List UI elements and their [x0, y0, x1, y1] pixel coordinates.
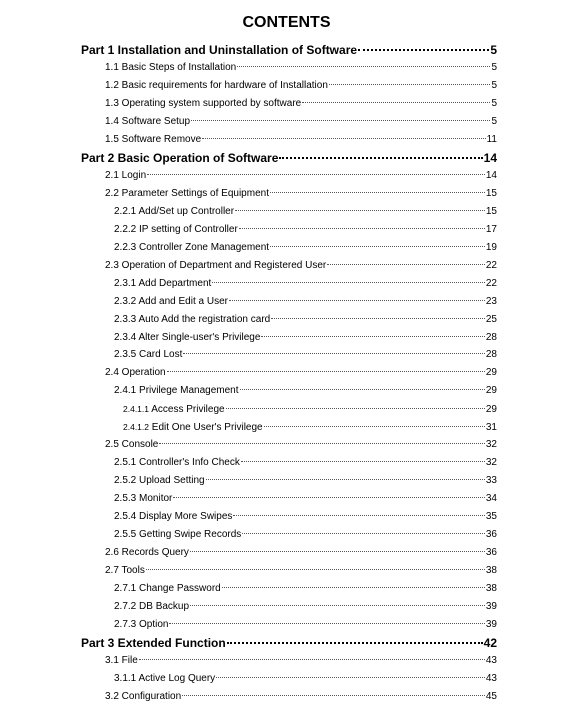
toc-entry-label: 2.3.3 Auto Add the registration card: [114, 314, 271, 325]
toc-entry[interactable]: [114, 276, 497, 292]
toc-entry-label: 2.5.5 Getting Swipe Records: [114, 529, 242, 540]
toc-entry-label: 2.3.4 Alter Single-user's Privilege: [114, 332, 261, 343]
toc-entry-page-number: 39: [485, 601, 497, 612]
toc-entry-title: [114, 276, 211, 292]
toc-entry-label: 2.4 Operation: [105, 367, 166, 378]
toc-entry[interactable]: [81, 635, 497, 651]
dot-leader: [237, 66, 490, 67]
dot-leader: [271, 318, 485, 319]
toc-entry-title: [105, 96, 301, 112]
dot-leader: [182, 695, 485, 696]
toc-entry-label: 2.5.3 Monitor: [114, 493, 173, 504]
dot-leader: [235, 210, 485, 211]
toc-entry-label: 2.3.1 Add Department: [114, 278, 212, 289]
toc-entry-title: [114, 599, 189, 615]
toc-entry-title: [123, 419, 263, 436]
toc-entry[interactable]: [114, 383, 497, 399]
toc-entry[interactable]: [114, 527, 497, 543]
toc-entry[interactable]: [105, 78, 497, 94]
toc-entry-label: 2.5.2 Upload Setting: [114, 475, 205, 486]
toc-entry-title: [81, 635, 226, 651]
toc-entry-page-number: 5: [491, 80, 497, 91]
toc-entry-title: [114, 491, 172, 507]
toc-entry-label: Access Privilege: [149, 404, 225, 415]
toc-entry-title: [105, 114, 190, 130]
dot-leader: [358, 49, 489, 51]
toc-entry[interactable]: [114, 509, 497, 525]
toc-entry[interactable]: [123, 419, 497, 435]
page-title: CONTENTS: [242, 14, 331, 31]
toc-entry-page-number: 28: [485, 332, 497, 343]
toc-entry-page-number: 5: [490, 43, 497, 57]
toc-entry-page-number: 35: [485, 511, 497, 522]
toc-entry-label: 2.2.3 Controller Zone Management: [114, 242, 270, 253]
dot-leader: [169, 623, 484, 624]
toc-entry-label: 2.6 Records Query: [105, 547, 189, 558]
toc-entry[interactable]: [114, 222, 497, 238]
toc-entry-page-number: 32: [485, 439, 497, 450]
toc-entry-title: [105, 168, 146, 184]
toc-entry[interactable]: [105, 132, 497, 148]
toc-entry-label: Part 2 Basic Operation of Software: [81, 151, 279, 165]
dot-leader: [222, 587, 485, 588]
dot-leader: [212, 282, 485, 283]
toc-entry[interactable]: [105, 563, 497, 579]
toc-entry-title: [114, 581, 221, 597]
toc-entry-label: 2.4.1 Privilege Management: [114, 385, 239, 396]
toc-entry-page-number: 39: [485, 619, 497, 630]
toc-entry-label: 1.1 Basic Steps of Installation: [105, 62, 237, 73]
toc-entry-page-number: 43: [485, 673, 497, 684]
toc-entry-label: 2.1 Login: [105, 170, 147, 181]
toc-entry-page-number: 43: [485, 655, 497, 666]
toc-entry[interactable]: [105, 689, 497, 705]
toc-entry[interactable]: [114, 330, 497, 346]
toc-entry-page-number: 15: [485, 188, 497, 199]
toc-entry-label: 2.2 Parameter Settings of Equipment: [105, 188, 269, 199]
toc-entry-title: [114, 330, 260, 346]
dot-leader: [167, 371, 485, 372]
toc-entry-label: 2.7.2 DB Backup: [114, 601, 190, 612]
toc-entry-page-number: 45: [485, 691, 497, 702]
toc-entry-title: [81, 150, 278, 166]
toc-entry[interactable]: [105, 60, 497, 76]
toc-entry-number: 2.4.1.2: [123, 422, 149, 432]
toc-entry-title: [105, 60, 236, 76]
toc-entry-title: [105, 545, 189, 561]
toc-entry-title: [114, 312, 270, 328]
toc-entry[interactable]: [105, 545, 497, 561]
toc-entry-label: 1.4 Software Setup: [105, 116, 191, 127]
toc-entry[interactable]: [123, 401, 497, 417]
toc-entry[interactable]: [114, 491, 497, 507]
dot-leader: [183, 353, 485, 354]
toc-entry-label: 2.2.1 Add/Set up Controller: [114, 206, 235, 217]
dot-leader: [270, 192, 485, 193]
toc-entry-title: [105, 653, 138, 669]
toc-entry-number: 2.4.1.1: [123, 404, 149, 414]
dot-leader: [202, 138, 485, 139]
toc-entry-page-number: 14: [485, 170, 497, 181]
toc-entry[interactable]: [81, 42, 497, 58]
toc-entry-page-number: 38: [485, 583, 497, 594]
toc-entry-title: [114, 240, 269, 256]
toc-entry[interactable]: [114, 473, 497, 489]
toc-entry[interactable]: [114, 617, 497, 633]
toc-entry[interactable]: [105, 653, 497, 669]
dot-leader: [173, 497, 485, 498]
toc-entry-title: [114, 473, 205, 489]
dot-leader: [216, 677, 485, 678]
toc-entry-label: 2.3.2 Add and Edit a User: [114, 296, 228, 307]
toc-entry-page-number: 33: [485, 475, 497, 486]
dot-leader: [240, 389, 485, 390]
toc-entry-title: [114, 509, 232, 525]
toc-entry[interactable]: [114, 347, 497, 363]
toc-entry-title: [105, 689, 181, 705]
toc-entry-title: [105, 563, 145, 579]
toc-entry-title: [81, 42, 357, 58]
toc-entry-label: 1.5 Software Remove: [105, 134, 202, 145]
toc-entry-label: 2.5 Console: [105, 439, 159, 450]
dot-leader: [226, 408, 485, 409]
toc-entry-title: [114, 222, 238, 238]
toc-entry[interactable]: [114, 581, 497, 597]
dot-leader: [241, 461, 485, 462]
toc-entry[interactable]: [114, 204, 497, 220]
toc-entry[interactable]: [81, 150, 497, 166]
toc-entry-page-number: 31: [485, 422, 497, 433]
toc-entry-page-number: 29: [485, 367, 497, 378]
toc-entry-page-number: 17: [485, 224, 497, 235]
toc-entry-page-number: 36: [485, 547, 497, 558]
toc-entry[interactable]: [105, 365, 497, 381]
toc-entry-label: Part 1 Installation and Uninstallation of Software: [81, 43, 358, 57]
dot-leader: [159, 443, 485, 444]
toc-entry-page-number: 22: [485, 278, 497, 289]
dot-leader: [139, 659, 485, 660]
dot-leader: [206, 479, 485, 480]
toc-entry-label: 2.3 Operation of Department and Registered User: [105, 260, 327, 271]
toc-entry-title: [105, 365, 166, 381]
toc-entry-title: [114, 527, 241, 543]
toc-entry-page-number: 14: [483, 151, 497, 165]
dot-leader: [239, 228, 485, 229]
toc-entry-label: 1.3 Operating system supported by software: [105, 98, 302, 109]
toc-entry-label: 2.5.4 Display More Swipes: [114, 511, 233, 522]
dot-leader: [329, 84, 491, 85]
toc-entry-page-number: 42: [483, 636, 497, 650]
dot-leader: [146, 569, 485, 570]
toc-entry-page-number: 25: [485, 314, 497, 325]
dot-leader: [227, 642, 483, 644]
dot-leader: [190, 605, 485, 606]
toc-entry-page-number: 32: [485, 457, 497, 468]
dot-leader: [190, 551, 485, 552]
toc-entry-page-number: 36: [485, 529, 497, 540]
toc-entry-label: 3.2 Configuration: [105, 691, 182, 702]
toc-entry-label: 3.1.1 Active Log Query: [114, 673, 216, 684]
toc-entry-page-number: 5: [491, 98, 497, 109]
toc-entry-label: 2.7.1 Change Password: [114, 583, 221, 594]
toc-entry[interactable]: [105, 437, 497, 453]
toc-entry-label: Part 3 Extended Function: [81, 636, 226, 650]
toc-entry-title: [114, 455, 240, 471]
dot-leader: [327, 264, 485, 265]
toc-entry-page-number: 28: [485, 349, 497, 360]
toc-entry-label: 2.3.5 Card Lost: [114, 349, 183, 360]
dot-leader: [229, 300, 485, 301]
toc-entry-label: Edit One User's Privilege: [149, 422, 263, 433]
dot-leader: [191, 120, 490, 121]
toc-entry[interactable]: [114, 455, 497, 471]
toc-entry-title: [114, 383, 239, 399]
toc-entry-title: [105, 186, 269, 202]
toc-entry[interactable]: [114, 671, 497, 687]
dot-leader: [233, 515, 484, 516]
toc-entry-page-number: 22: [485, 260, 497, 271]
toc-entry-label: 1.2 Basic requirements for hardware of Installation: [105, 80, 328, 91]
dot-leader: [264, 426, 485, 427]
dot-leader: [302, 102, 490, 103]
toc-entry[interactable]: [105, 186, 497, 202]
toc-entry-title: [114, 294, 228, 310]
dot-leader: [261, 336, 484, 337]
toc-entry-page-number: 34: [485, 493, 497, 504]
toc-entry[interactable]: [105, 168, 497, 184]
dot-leader: [147, 174, 485, 175]
toc-entry-title: [105, 132, 201, 148]
dot-leader: [242, 533, 485, 534]
toc-entry-page-number: 23: [485, 296, 497, 307]
toc-entry[interactable]: [105, 114, 497, 130]
toc-entry[interactable]: [105, 258, 497, 274]
toc-entry[interactable]: [105, 96, 497, 112]
toc-entry-title: [105, 437, 158, 453]
toc-entry-page-number: 5: [491, 116, 497, 127]
toc-entry-title: [114, 671, 215, 687]
toc-entry-page-number: 5: [491, 62, 497, 73]
toc-entry-title: [123, 401, 225, 418]
toc-entry-title: [105, 258, 326, 274]
toc-entry-label: 2.5.1 Controller's Info Check: [114, 457, 240, 468]
dot-leader: [270, 246, 485, 247]
toc-entry-title: [105, 78, 328, 94]
toc-entry-page-number: 11: [486, 134, 497, 145]
toc-entry-label: 3.1 File: [105, 655, 138, 666]
toc-entry-label: 2.2.2 IP setting of Controller: [114, 224, 238, 235]
toc-entry-title: [114, 204, 234, 220]
toc-entry-page-number: 19: [485, 242, 497, 253]
toc-entry-page-number: 29: [485, 404, 497, 415]
toc-entry-title: [114, 617, 168, 633]
toc-entry-page-number: 15: [485, 206, 497, 217]
toc-entry-page-number: 29: [485, 385, 497, 396]
toc-entry-title: [114, 347, 182, 363]
toc-entry-page-number: 38: [485, 565, 497, 576]
toc-entry-label: 2.7.3 Option: [114, 619, 169, 630]
toc-entry[interactable]: [114, 599, 497, 615]
dot-leader: [279, 157, 482, 159]
toc-entry[interactable]: [114, 312, 497, 328]
toc-entry-label: 2.7 Tools: [105, 565, 145, 576]
toc-entry[interactable]: [114, 294, 497, 310]
toc-entry[interactable]: [114, 240, 497, 256]
